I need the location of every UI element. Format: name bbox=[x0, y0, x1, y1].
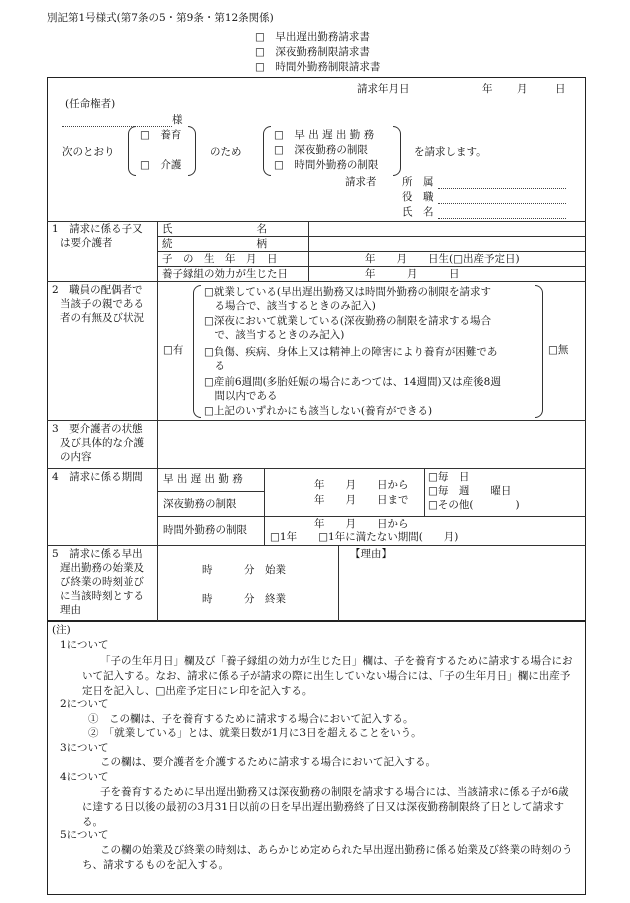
divider bbox=[47, 468, 586, 469]
spouse-yes-checkbox[interactable]: □有 bbox=[163, 344, 184, 356]
name-label: 氏 名 bbox=[402, 206, 434, 218]
divider bbox=[157, 266, 586, 267]
early-late-period-label: 早 出 遅 出 勤 務 bbox=[163, 473, 243, 485]
requester-label: 請求者 bbox=[345, 176, 377, 188]
sec1-label-line2: は要介護者 bbox=[60, 237, 113, 249]
sec3-label-line2: 及び具体的な介護 bbox=[60, 437, 144, 449]
status-night-working-note: で、該当するときのみ記入) bbox=[204, 329, 345, 341]
status-working[interactable]: □就業している(早出遅出勤務又は時間外勤務の制限を請求す bbox=[204, 286, 492, 298]
sec5-label-line5: 理由 bbox=[60, 604, 81, 616]
sec5-label-line2: 遅出勤務の始業及 bbox=[60, 562, 144, 574]
note1-body: 「子の生年月日」欄及び「養子縁組の効力が生じた日」欄は、子を養育するために請求する場合において記入する。なお、請求に係る子が請求の際に出生していない場合には、「子の生年月日」欄に出産予定日を記入し、□出産予定日にレ印を記入する。 bbox=[82, 655, 573, 697]
divider bbox=[47, 221, 586, 222]
child-name-label: 氏 名 bbox=[162, 223, 267, 235]
note4-title: 4について bbox=[60, 771, 109, 783]
note2-item-b: ② 「就業している」とは、就業日数が1月に3日を超えることをいう。 bbox=[88, 727, 422, 739]
status-maternity[interactable]: □産前6週間(多胎妊娠の場合にあつては、14週間)又は産後8週 bbox=[204, 376, 501, 388]
overtime-period-options[interactable]: □1年 □1年に満たない期間( 月) bbox=[270, 531, 459, 543]
title-overtime-limit[interactable]: □ 時間外勤務制限請求書 bbox=[255, 61, 381, 73]
status-maternity-cont: 間以内である bbox=[204, 390, 278, 402]
divider bbox=[47, 281, 586, 282]
name-field[interactable] bbox=[438, 218, 566, 219]
period-from[interactable]: 年 月 日から bbox=[314, 479, 409, 491]
end-time[interactable]: 時 分 終業 bbox=[202, 593, 286, 605]
spouse-no-checkbox[interactable]: □無 bbox=[548, 344, 569, 356]
sec3-label-line3: の内容 bbox=[60, 451, 92, 463]
note3-title: 3について bbox=[60, 742, 109, 754]
right-bracket-close bbox=[393, 126, 401, 176]
divider bbox=[264, 468, 265, 545]
position-label: 役 職 bbox=[402, 191, 434, 203]
affiliation-field[interactable] bbox=[438, 188, 566, 189]
status-none[interactable]: □上記のいずれかにも該当しない(養育ができる) bbox=[204, 405, 433, 417]
kind-night-limit[interactable]: □ 深夜勤務の制限 bbox=[274, 144, 368, 156]
care-details-field[interactable] bbox=[158, 421, 585, 468]
sec5-label-line4: に当該時刻とする bbox=[60, 590, 144, 602]
sama-label: 様 bbox=[172, 114, 183, 126]
left-bracket-close bbox=[188, 126, 196, 176]
status-bracket-close bbox=[535, 285, 543, 418]
tame-text: のため bbox=[210, 146, 242, 158]
sec2-label-line2: 当該子の親である bbox=[60, 298, 144, 310]
status-disability[interactable]: □負傷、疾病、身体上又は精神上の障害により養育が困難であ bbox=[204, 346, 498, 358]
divider bbox=[157, 236, 586, 237]
divider bbox=[157, 491, 264, 492]
reason-label: 【理由】 bbox=[350, 548, 392, 560]
kind-early-late[interactable]: □ 早 出 遅 出 勤 務 bbox=[274, 129, 375, 141]
sec1-label-line1: 1 請求に係る子又 bbox=[52, 223, 143, 235]
sec3-label-line1: 3 要介護者の状態 bbox=[52, 423, 143, 435]
appointer-label: (任命権者) bbox=[65, 98, 116, 110]
note3-body: この欄は、要介護者を介護するために請求する場合において記入する。 bbox=[100, 756, 436, 768]
note5-title: 5について bbox=[60, 829, 109, 841]
request-suffix: を請求します。 bbox=[414, 146, 487, 158]
relation-label: 続 柄 bbox=[162, 238, 267, 250]
right-bracket-open bbox=[263, 126, 271, 176]
month-label: 月 bbox=[517, 83, 528, 95]
birthdate-value[interactable]: 年 月 日生(□出産予定日) bbox=[365, 253, 520, 265]
divider bbox=[157, 468, 158, 545]
sec5-label-line3: び終業の時刻並び bbox=[60, 576, 144, 588]
sec2-label-line1: 2 職員の配偶者で bbox=[52, 284, 143, 296]
divider bbox=[157, 516, 586, 517]
position-field[interactable] bbox=[438, 203, 566, 204]
lead-text: 次のとおり bbox=[62, 146, 115, 158]
title-night-work-limit[interactable]: □ 深夜勤務制限請求書 bbox=[255, 46, 370, 58]
reason-option-caregiving[interactable]: □ 介護 bbox=[140, 159, 182, 171]
title-early-late-work[interactable]: □ 早出遅出勤務請求書 bbox=[255, 31, 370, 43]
divider bbox=[424, 468, 425, 516]
sec4-label: 4 請求に係る期間 bbox=[52, 471, 143, 483]
notes-heading: (注) bbox=[52, 624, 71, 636]
adoption-date-value[interactable]: 年 月 日 bbox=[365, 268, 460, 280]
status-working-note: る場合で、該当するときのみ記入) bbox=[204, 300, 376, 312]
sec5-label-line1: 5 請求に係る早出 bbox=[52, 548, 143, 560]
period-to[interactable]: 年 月 日まで bbox=[314, 494, 409, 506]
affiliation-label: 所 属 bbox=[402, 176, 434, 188]
appointer-field[interactable] bbox=[62, 126, 172, 127]
form-number-label: 別記第1号様式(第7条の5・第9条・第12条関係) bbox=[47, 12, 274, 24]
day-label: 日 bbox=[555, 83, 566, 95]
status-bracket-open bbox=[193, 285, 201, 418]
birthdate-label: 子 の 生 年 月 日 bbox=[162, 253, 278, 265]
sec2-label-line3: 者の有無及び状況 bbox=[60, 312, 144, 324]
kind-overtime-limit[interactable]: □ 時間外勤務の制限 bbox=[274, 159, 379, 171]
freq-every-week[interactable]: □毎 週 曜日 bbox=[428, 485, 512, 497]
left-bracket-open bbox=[128, 126, 136, 176]
divider bbox=[338, 545, 339, 621]
adoption-date-label: 養子縁組の効力が生じた日 bbox=[162, 268, 288, 280]
note2-item-a: ① この欄は、子を養育するために請求する場合において記入する。 bbox=[88, 713, 414, 725]
freq-other[interactable]: □その他( ) bbox=[428, 499, 520, 511]
status-night-working[interactable]: □深夜において就業している(深夜勤務の制限を請求する場合 bbox=[204, 315, 492, 327]
overtime-period-label: 時間外勤務の制限 bbox=[163, 524, 247, 536]
year-label: 年 bbox=[482, 83, 493, 95]
start-time[interactable]: 時 分 始業 bbox=[202, 564, 286, 576]
reason-option-childcare[interactable]: □ 養育 bbox=[140, 129, 182, 141]
note5-body: この欄の始業及び終業の時刻は、あらかじめ定められた早出遅出勤務に係る始業及び終業の時刻のうち、請求するものを記入する。 bbox=[82, 844, 573, 871]
divider bbox=[157, 545, 158, 621]
note1-title: 1について bbox=[60, 639, 109, 651]
overtime-from[interactable]: 年 月 日から bbox=[314, 518, 409, 530]
note2-title: 2について bbox=[60, 698, 109, 710]
status-disability-cont: る bbox=[204, 360, 225, 372]
night-limit-period-label: 深夜勤務の制限 bbox=[163, 498, 237, 510]
freq-every-day[interactable]: □毎 日 bbox=[428, 471, 470, 483]
request-date-label: 請求年月日 bbox=[357, 83, 410, 95]
divider bbox=[157, 251, 586, 252]
divider bbox=[47, 545, 586, 546]
note4-body: 子を養育するために早出遅出勤務又は深夜勤務の制限を請求する場合には、当該請求に係る子が6歳に達する日以後の最初の3月31日以前の日を早出遅出勤務終了日又は深夜勤務制限終了日として請求する。 bbox=[82, 786, 569, 828]
